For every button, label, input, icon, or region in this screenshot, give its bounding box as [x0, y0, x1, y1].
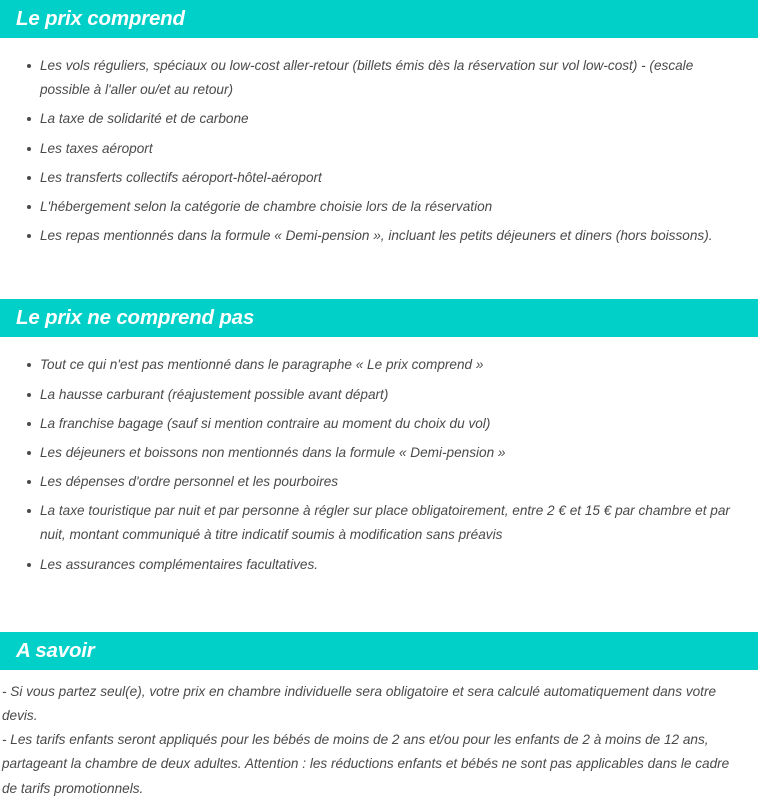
section-header-a-savoir: [0, 632, 758, 670]
list-item-text: Les transferts collectifs aéroport-hôtel-aéroport: [40, 169, 322, 185]
excluded-list: [0, 337, 758, 577]
section-header-le-prix-comprend: [0, 0, 758, 38]
bullet-dot-icon: [27, 363, 31, 367]
list-item: [0, 137, 758, 161]
bullet-dot-icon: [27, 451, 31, 455]
section-header-le-prix-ne-comprend-pas: [0, 299, 758, 337]
section-title: Le prix comprend: [16, 6, 185, 30]
list-item: [0, 553, 758, 577]
list-item-text: La franchise bagage (sauf si mention contraire au moment du choix du vol): [40, 415, 491, 431]
paragraph: - Les tarifs enfants seront appliqués pour les bébés de moins de 2 ans et/ou pour les enfants de 2 à moins de 12 ans, partageant la chambre de deux adultes. Attention : les réductions enfants et bébés ne sont pas applicables dans le cadre de tarifs promotionnels.: [2, 732, 730, 796]
bullet-dot-icon: [27, 509, 31, 513]
list-item: [0, 499, 758, 547]
list-item-text: Les repas mentionnés dans la formule « Demi-pension », incluant les petits déjeuners et diners (hors boissons).: [40, 228, 713, 244]
list-item: [0, 470, 758, 494]
included-list: [0, 38, 758, 248]
list-item: [0, 383, 758, 407]
list-item: [0, 224, 758, 248]
bullet-dot-icon: [27, 563, 31, 567]
list-item-text: Tout ce qui n'est pas mentionné dans le paragraphe « Le prix comprend »: [40, 357, 484, 373]
bullet-dot-icon: [27, 117, 31, 121]
list-item-text: La taxe touristique par nuit et par personne à régler sur place obligatoirement, entre 2 € et 15 € par chambre et par nuit, montant communiqué à titre indicatif soumis à modification sans préavis: [40, 503, 730, 543]
list-item-text: L'hébergement selon la catégorie de chambre choisie lors de la réservation: [40, 198, 493, 214]
list-item-text: Les vols réguliers, spéciaux ou low-cost aller-retour (billets émis dès la réservation sur vol low-cost) - (escale possible à l'aller ou/et au retour): [40, 58, 694, 98]
bullet-dot-icon: [27, 176, 31, 180]
paragraph: - Si vous partez seul(e), votre prix en chambre individuelle sera obligatoire et sera calculé automatiquement dans votre devis.: [2, 683, 717, 723]
bullet-dot-icon: [27, 234, 31, 238]
list-item-text: La taxe de solidarité et de carbone: [40, 111, 249, 127]
list-item: [0, 107, 758, 131]
list-item-text: Les taxes aéroport: [40, 140, 153, 156]
bullet-dot-icon: [27, 205, 31, 209]
list-item: [0, 353, 758, 377]
section-spacer: [0, 582, 758, 632]
section-title: Le prix ne comprend pas: [16, 306, 255, 330]
list-item: [0, 54, 758, 102]
list-item-text: Les dépenses d'ordre personnel et les pourboires: [40, 474, 339, 490]
bullet-dot-icon: [27, 64, 31, 68]
list-item: [0, 195, 758, 219]
list-item-text: Les assurances complémentaires facultatives.: [40, 556, 319, 572]
bullet-dot-icon: [27, 393, 31, 397]
bullet-dot-icon: [27, 480, 31, 484]
list-item-text: La hausse carburant (réajustement possible avant départ): [40, 386, 389, 402]
list-item: [0, 166, 758, 190]
section-spacer: [0, 253, 758, 299]
section-title: A savoir: [16, 638, 95, 662]
list-item: [0, 412, 758, 436]
bullet-dot-icon: [27, 422, 31, 426]
list-item: [0, 441, 758, 465]
bullet-dot-icon: [27, 147, 31, 151]
a-savoir-body: [0, 670, 758, 801]
list-item-text: Les déjeuners et boissons non mentionnés dans la formule « Demi-pension »: [40, 444, 506, 460]
